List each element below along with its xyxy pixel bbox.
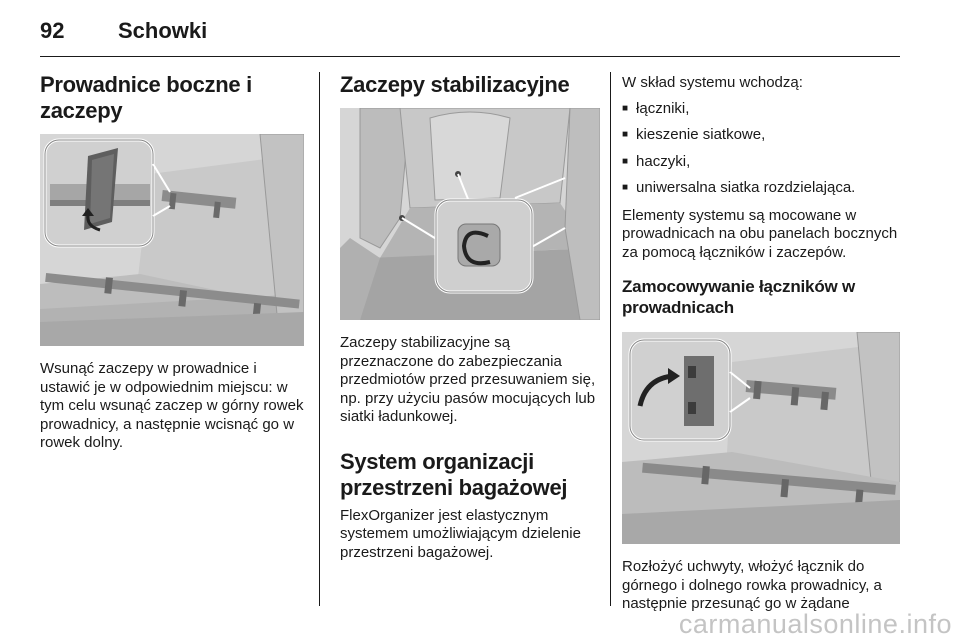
list-item: ■ łączniki, xyxy=(622,97,902,124)
illustration-connector-rails xyxy=(622,332,900,544)
section-heading-connectors: Zamocowywanie łączników w prowadnicach xyxy=(622,277,856,317)
column-divider-2 xyxy=(610,72,611,606)
section-heading-flexorganizer: System organizacji przestrzeni bagażowej xyxy=(340,448,568,500)
page-number: 92 xyxy=(40,18,65,43)
trunk-drawing xyxy=(340,108,600,320)
list-item: ■ uniwersalna siatka rozdzielająca. xyxy=(622,176,902,203)
system-components-intro: W skład systemu wchodzą: xyxy=(622,74,803,91)
instruction-paragraph: Wsunąć zaczepy w prowadnice i ustawić je w odpowiednim miejscu: w tym celu wsunąć zaczep w górny rowek prowadnicy, a następnie wcisnąć go w rowek dolny. xyxy=(40,360,304,451)
column-left xyxy=(40,72,304,453)
watermark: carmanualsonline.info xyxy=(678,609,952,639)
illustration-side-rail-hooks xyxy=(40,134,304,346)
connector-instruction-paragraph: Rozłożyć uchwyty, włożyć łącznik do górnego i dolnego rowka prowadnicy, a następnie przesunąć go w żądane xyxy=(622,558,882,612)
system-components-list xyxy=(622,97,902,203)
illustration-stabilizing-hooks xyxy=(340,108,600,320)
section-heading-side-rails: Prowadnice boczne i zaczepy xyxy=(40,72,252,123)
chapter-title: Schowki xyxy=(118,18,208,43)
mounting-paragraph: Elementy systemu są mocowane w prowadnicach na obu panelach bocznych za pomocą łączników i zaczepów. xyxy=(622,206,898,261)
flexorganizer-paragraph: FlexOrganizer jest elastycznym systemem umożliwiającym dzielenie przestrzeni bagażowej. xyxy=(340,506,581,561)
column-middle xyxy=(340,72,602,562)
column-divider-1 xyxy=(319,72,320,606)
connector-drawing xyxy=(622,332,900,544)
stabilizing-hooks-paragraph: Zaczepy stabilizacyjne są przeznaczone do zabezpieczania przedmiotów przed przesuwaniem się, np. przy użyciu pasów mocujących lub siatki ładunkowej. xyxy=(340,334,596,425)
list-item: ■ kieszenie siatkowe, xyxy=(622,123,902,150)
section-heading-stabilizing-hooks: Zaczepy stabilizacyjne xyxy=(340,72,570,97)
list-item: ■ haczyki, xyxy=(622,150,902,177)
column-right xyxy=(622,74,902,614)
page-header xyxy=(40,12,900,57)
side-rail-drawing xyxy=(40,134,304,346)
